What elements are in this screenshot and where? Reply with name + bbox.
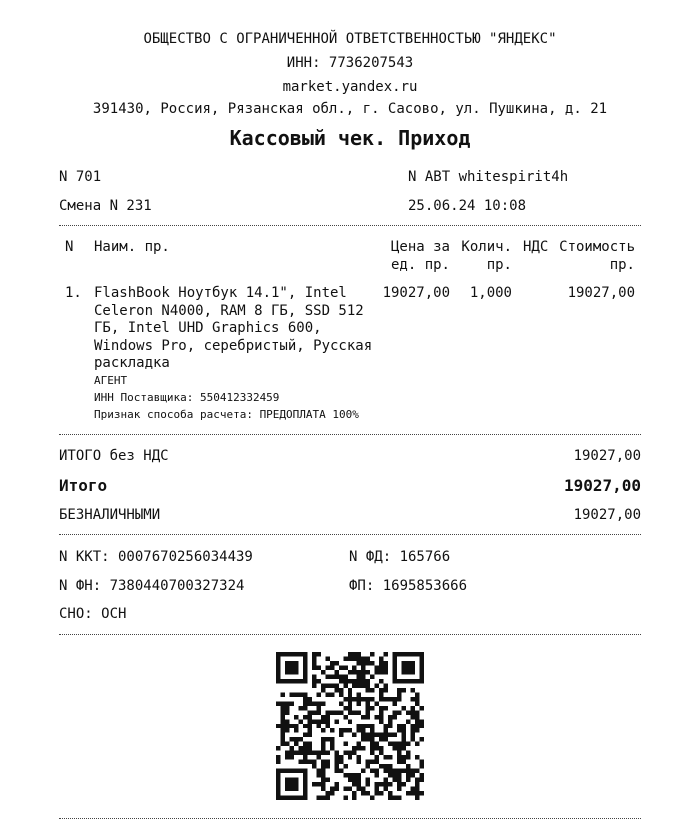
item-name-line: Windows Pro, серебристый, Русская (94, 337, 373, 354)
item-name (94, 285, 384, 373)
fd-number: N ФД: 165766 (349, 549, 451, 565)
machine-number: N АВТ whitespirit4h (408, 169, 569, 185)
receipt-title: Кассовый чек. Приход (229, 126, 471, 150)
separator (59, 534, 641, 535)
total-no-vat-label: ИТОГО без НДС (59, 448, 169, 464)
total-label: Итого (59, 476, 108, 495)
col-header-qty-1: Колич. (461, 239, 512, 255)
col-header-name: Наим. пр. (94, 239, 170, 255)
cashless-label: БЕЗНАЛИЧНЫМИ (59, 507, 161, 523)
item-price: 19027,00 (382, 285, 450, 301)
item-payment-method: Признак способа расчета: ПРЕДОПЛАТА 100% (94, 408, 359, 421)
total-no-vat-value: 19027,00 (573, 448, 641, 464)
item-quantity: 1,000 (469, 285, 512, 301)
cashless-value: 19027,00 (573, 507, 641, 523)
fp-number: ФП: 1695853666 (349, 578, 468, 594)
item-name-line: FlashBook Ноутбук 14.1", Intel (94, 285, 347, 301)
item-number: 1. (65, 285, 82, 301)
total-value: 19027,00 (563, 476, 641, 495)
item-name-line: Celeron N4000, RAM 8 ГБ, SSD 512 (94, 302, 364, 319)
col-header-qty-2: пр. (486, 257, 512, 273)
item-agent: АГЕНТ (94, 374, 128, 387)
company-inn: ИНН: 7736207543 (286, 55, 414, 71)
col-header-cost-1: Стоимость (559, 239, 635, 255)
col-header-vat: НДС (523, 239, 549, 255)
col-header-n: N (65, 239, 74, 255)
col-header-price-2: ед. пр. (390, 257, 450, 273)
item-supplier-inn: ИНН Поставщика: 550412332459 (94, 391, 280, 404)
receipt-number: N 701 (59, 169, 102, 185)
separator (59, 818, 641, 819)
company-name: ОБЩЕСТВО С ОГРАНИЧЕННОЙ ОТВЕТСТВЕННОСТЬЮ "ЯНДЕКС" (143, 31, 557, 47)
item-name-line: ГБ, Intel UHD Graphics 600, (94, 320, 322, 336)
item-cost: 19027,00 (567, 285, 635, 301)
col-header-price-1: Цена за (390, 239, 450, 255)
separator (59, 434, 641, 435)
qr-code-modules (276, 652, 424, 800)
kkt-number: N ККТ: 0007670256034439 (59, 549, 253, 565)
qr-code-icon (276, 652, 424, 800)
tax-system: СНО: ОСН (59, 606, 127, 622)
company-site: market.yandex.ru (282, 79, 418, 95)
fn-number: N ФН: 7380440700327324 (59, 578, 245, 594)
company-address: 391430, Россия, Рязанская обл., г. Сасово, ул. Пушкина, д. 21 (92, 101, 608, 117)
separator (59, 225, 641, 226)
item-name-line: раскладка (94, 355, 170, 371)
col-header-cost-2: пр. (609, 257, 635, 273)
receipt-datetime: 25.06.24 10:08 (408, 198, 527, 214)
separator (59, 634, 641, 635)
shift-number: Смена N 231 (59, 198, 152, 214)
